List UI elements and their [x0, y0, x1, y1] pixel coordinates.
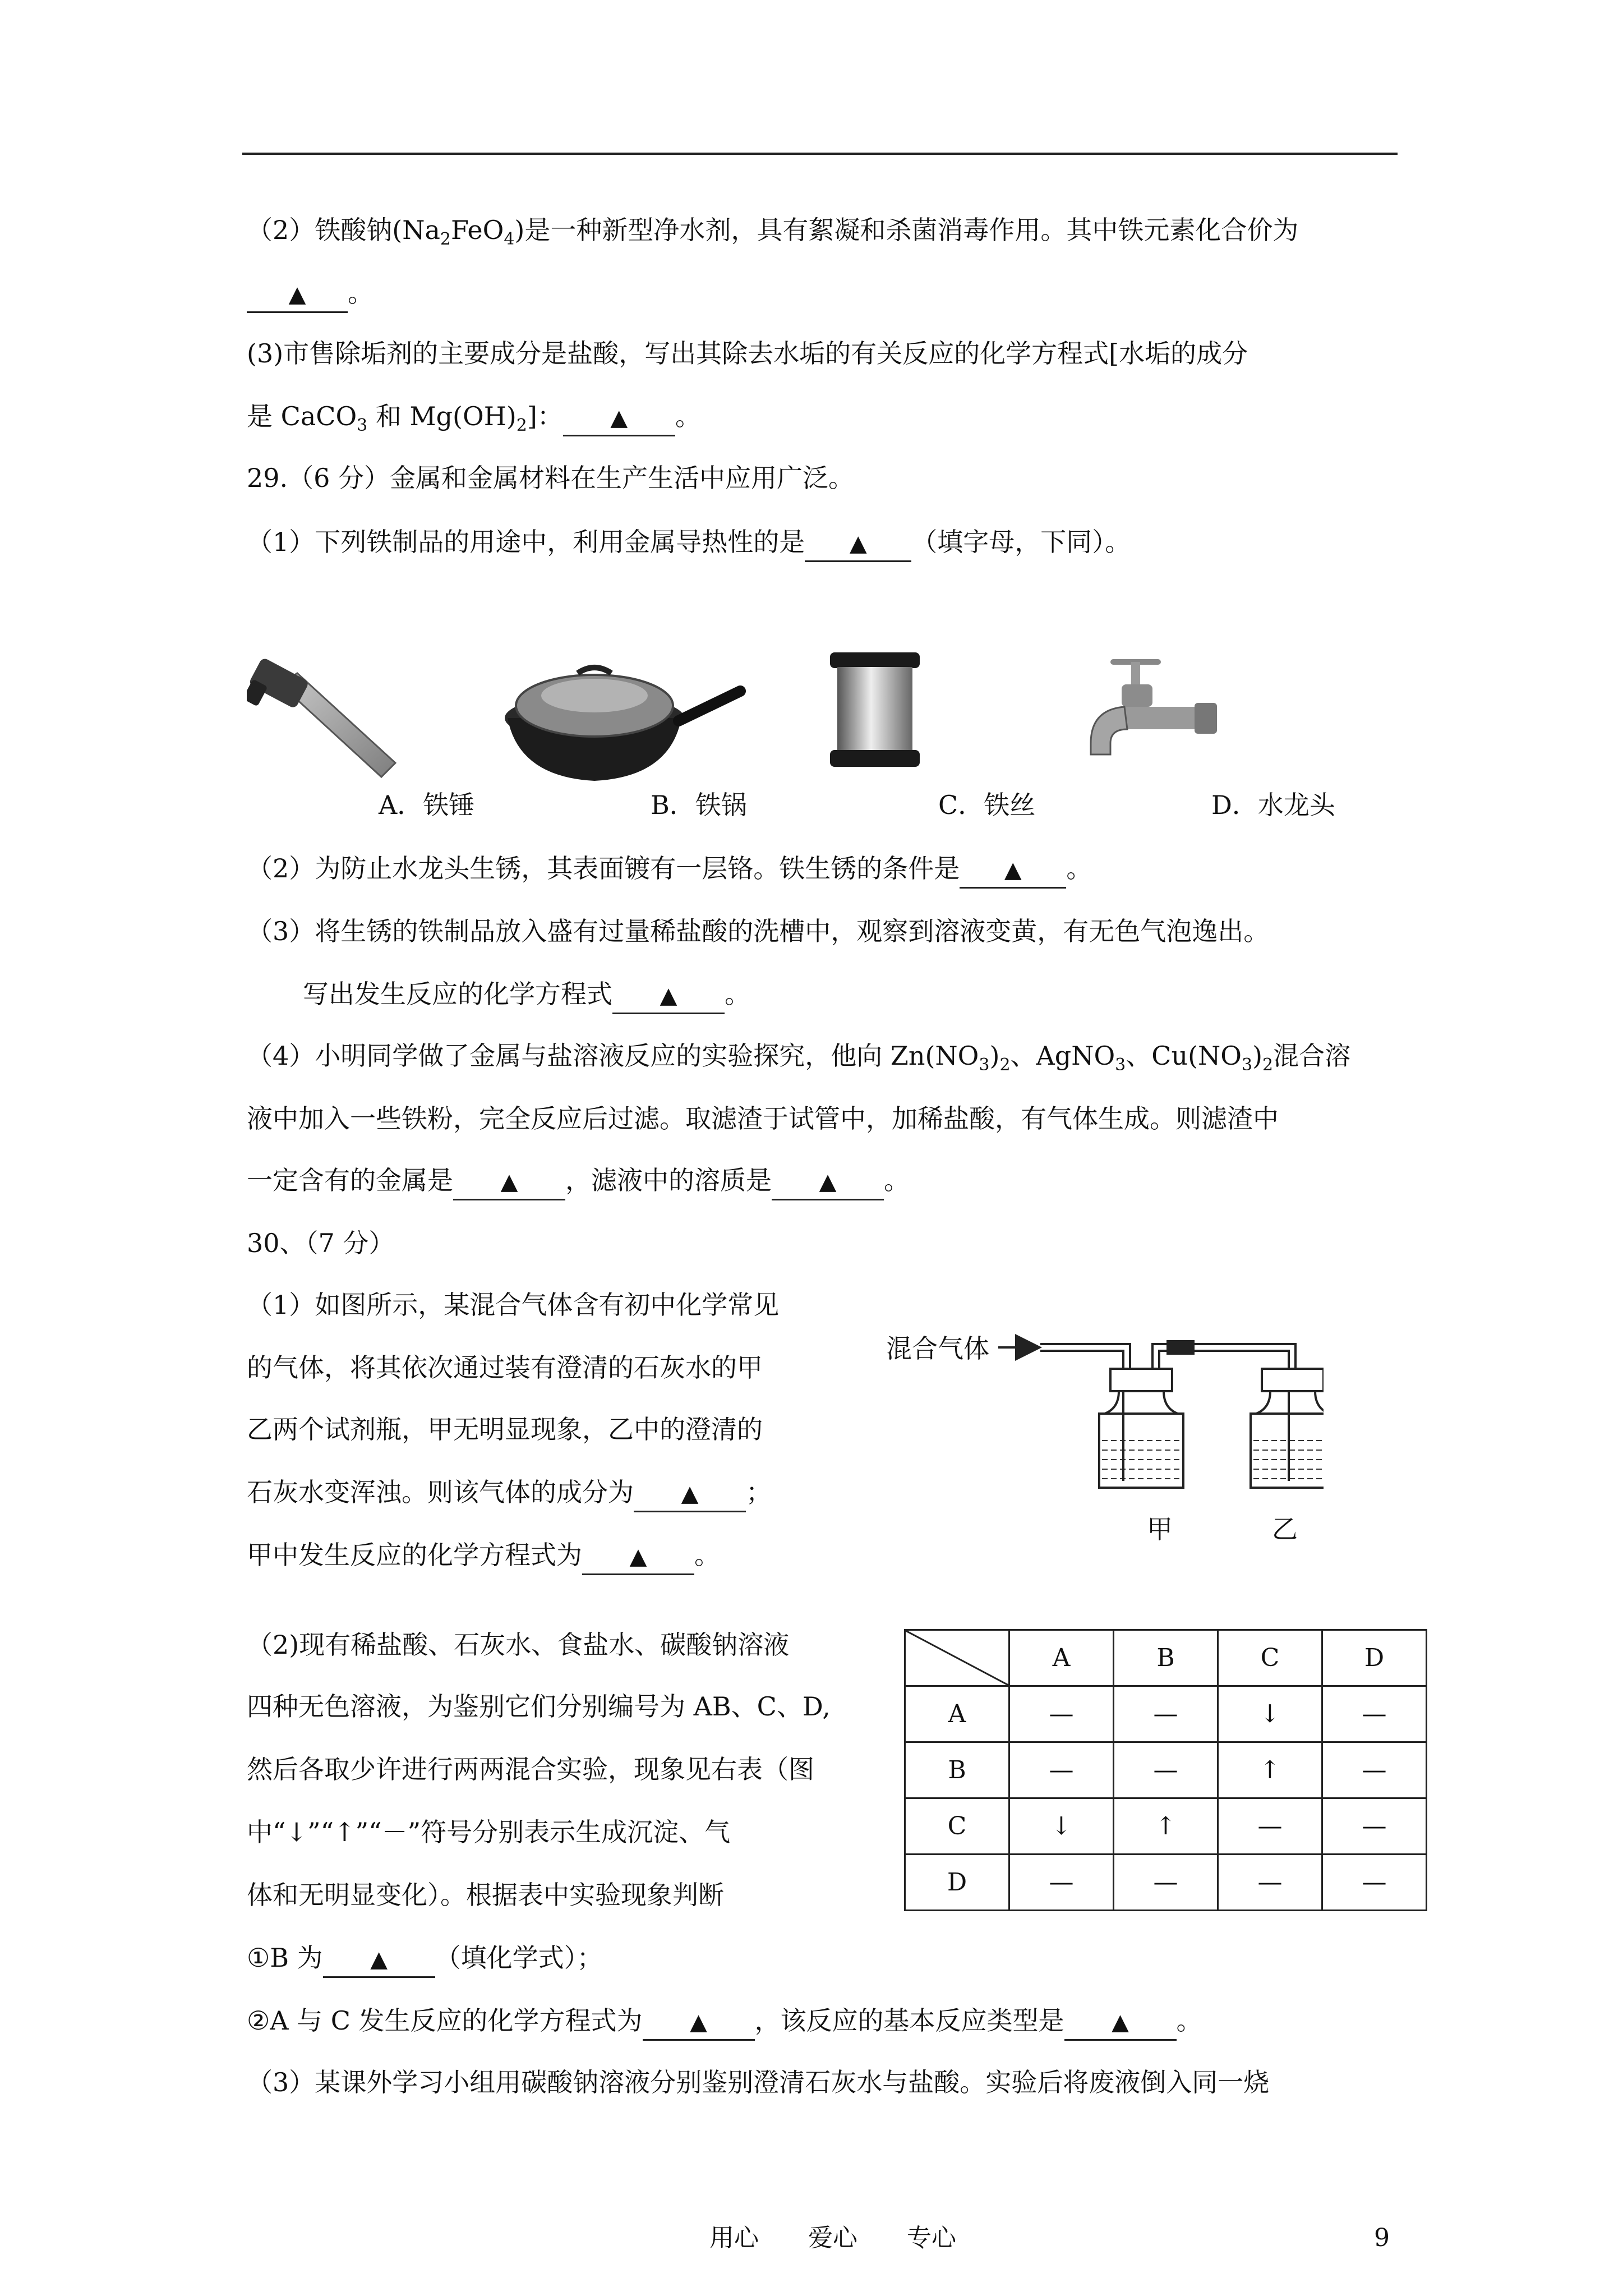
row-label: C [905, 1798, 1009, 1855]
header-cell: B [1114, 1630, 1218, 1686]
q29-1: （1）下列铁制品的用途中，利用金属导热性的是 ▲ （填字母，下同）。 [247, 525, 1131, 562]
q30-1-line1: （1）如图所示，某混合气体含有初中化学常见 [247, 1290, 780, 1320]
q28-2-line1: （2）铁酸钠$(Na_2FeO_4)$是一种新型净水剂，具有絮凝和杀菌消毒作用。其中铁元素化合价为 [247, 215, 1299, 250]
table-cell: — [1322, 1798, 1427, 1855]
diagonal-line [906, 1631, 1008, 1685]
caption-c: C．铁丝 [938, 790, 1036, 820]
gas-bottles-diagram [998, 1324, 1324, 1492]
table-cell: ↑ [1114, 1798, 1218, 1855]
wok-image [505, 651, 746, 785]
q30-1-line5: 甲中发生反应的化学方程式为 ▲ 。 [247, 1538, 720, 1575]
row-label: D [905, 1855, 1009, 1911]
triangle-icon: ▲ [629, 1544, 647, 1570]
table-row [905, 1686, 1427, 1742]
answer-blank[interactable] [805, 525, 911, 562]
q29-3-line1: （3）将生锈的铁制品放入盛有过量稀盐酸的洗槽中，观察到溶液变黄，有无色气泡逸出。 [247, 916, 1270, 946]
table-cell: — [1114, 1855, 1218, 1911]
answer-blank[interactable] [960, 852, 1066, 889]
q30-2-line4: 中“↓”“↑”“－”符号分别表示生成沉淀、气 [247, 1817, 731, 1847]
table-row [905, 1798, 1427, 1855]
table-cell: — [1114, 1742, 1218, 1798]
table-row [905, 1855, 1427, 1911]
q30-2-line1: （2)现有稀盐酸、石灰水、食盐水、碳酸钠溶液 [247, 1630, 790, 1660]
wire-spool-image [827, 648, 923, 771]
answer-blank[interactable] [643, 2004, 755, 2041]
header-cell: D [1322, 1630, 1427, 1686]
answer-blank[interactable] [612, 977, 725, 1014]
q28-2-line2: ▲ 。 [247, 276, 374, 313]
table-cell: — [1114, 1686, 1218, 1742]
table-cell: — [1009, 1742, 1114, 1798]
triangle-icon: ▲ [690, 2009, 707, 2035]
faucet-image [1080, 654, 1220, 766]
answer-blank[interactable] [634, 1475, 746, 1512]
bottle-label-yi: 乙 [1272, 1514, 1298, 1544]
q29-4-line3: 一定含有的金属是 ▲ ，滤液中的溶质是 ▲ 。 [247, 1163, 910, 1200]
q29-4-line1: （4）小明同学做了金属与盐溶液反应的实验探究，他向 $Zn(NO_3)_2$、AgNO$_3$、$Cu(NO_3)_2$混合溶 [247, 1041, 1351, 1075]
caption-a: A．铁锤 [379, 790, 475, 820]
hammer-image [247, 651, 398, 780]
answer-blank[interactable] [323, 1941, 435, 1978]
caption-d: D．水龙头 [1211, 790, 1335, 820]
caption-b: B．铁锅 [651, 790, 747, 820]
triangle-icon: ▲ [288, 282, 306, 307]
q30-3-line1: （3）某课外学习小组用碳酸钠溶液分别鉴别澄清石灰水与盐酸。实验后将废液倒入同一烧 [247, 2067, 1270, 2097]
q30-2-line5: 体和无明显变化）。根据表中实验现象判断 [247, 1880, 724, 1910]
table-cell: — [1009, 1686, 1114, 1742]
triangle-icon: ▲ [1112, 2009, 1129, 2035]
bottle-label-jia: 甲 [1147, 1514, 1173, 1544]
q30-title: 30、（7 分） [247, 1228, 395, 1258]
answer-blank[interactable] [563, 399, 675, 436]
mixed-gas-label: 混合气体 [886, 1333, 989, 1364]
q29-4-line2: 液中加入一些铁粉，完全反应后过滤。取滤渣于试管中，加稀盐酸，有气体生成。则滤渣中 [247, 1103, 1279, 1134]
triangle-icon: ▲ [849, 531, 867, 556]
triangle-icon: ▲ [610, 405, 628, 431]
triangle-icon: ▲ [370, 1947, 388, 1972]
table-cell: — [1218, 1798, 1322, 1855]
q29-2: （2）为防止水龙头生锈，其表面镀有一层铬。铁生锈的条件是 ▲ 。 [247, 852, 1092, 889]
row-label: B [905, 1742, 1009, 1798]
q30-2-sub1: ①B 为 ▲ （填化学式）； [247, 1941, 603, 1978]
answer-blank[interactable] [247, 276, 348, 313]
table-cell: — [1322, 1855, 1427, 1911]
header-cell: C [1218, 1630, 1322, 1686]
table-cell: — [1218, 1855, 1322, 1911]
triangle-icon: ▲ [1004, 857, 1022, 883]
q30-1-line4: 石灰水变浑浊。则该气体的成分为 ▲ ； [247, 1475, 772, 1512]
table-row [905, 1742, 1427, 1798]
q30-2-line2: 四种无色溶液，为鉴别它们分别编号为 AB、C、D, [247, 1691, 831, 1722]
table-cell: ↑ [1218, 1742, 1322, 1798]
answer-blank[interactable] [453, 1163, 565, 1200]
triangle-icon: ▲ [660, 983, 677, 1009]
q30-1-line3: 乙两个试剂瓶，甲无明显现象，乙中的澄清的 [247, 1414, 763, 1444]
header-rule [242, 153, 1398, 155]
answer-blank[interactable] [1064, 2004, 1177, 2041]
table-cell: ↓ [1009, 1798, 1114, 1855]
q30-2-sub2: ②A 与 C 发生反应的化学方程式为 ▲ ，该反应的基本反应类型是 ▲ 。 [247, 2004, 1202, 2041]
triangle-icon: ▲ [500, 1169, 518, 1195]
triangle-icon: ▲ [681, 1481, 699, 1507]
table-header-row [905, 1630, 1427, 1686]
footer-motto: 用心 爱心 专心 [709, 2224, 956, 2252]
q28-3-line1: (3)市售除垢剂的主要成分是盐酸，写出其除去水垢的有关反应的化学方程式[水垢的成分 [247, 338, 1248, 369]
table-cell: ↓ [1218, 1686, 1322, 1742]
q28-3-line2: 是 CaCO$_3$ 和 $Mg(OH)_2$]： ▲ 。 [247, 399, 701, 443]
q29-title: 29.（6 分）金属和金属材料在生产生活中应用广泛。 [247, 463, 855, 493]
row-label: A [905, 1686, 1009, 1742]
q30-1-line2: 的气体，将其依次通过装有澄清的石灰水的甲 [247, 1352, 763, 1383]
corner-cell [905, 1630, 1009, 1686]
q29-3-line2: 写出发生反应的化学方程式 ▲ 。 [303, 977, 750, 1014]
table-cell: — [1009, 1855, 1114, 1911]
table-cell: — [1322, 1742, 1427, 1798]
header-cell: A [1009, 1630, 1114, 1686]
page-number: 9 [1374, 2224, 1390, 2252]
answer-blank[interactable] [582, 1538, 694, 1575]
table-cell: — [1322, 1686, 1427, 1742]
q30-2-line3: 然后各取少许进行两两混合实验，现象见右表（图 [247, 1754, 814, 1784]
answer-blank[interactable] [772, 1163, 884, 1200]
reaction-table [904, 1629, 1427, 1911]
triangle-icon: ▲ [819, 1169, 837, 1195]
